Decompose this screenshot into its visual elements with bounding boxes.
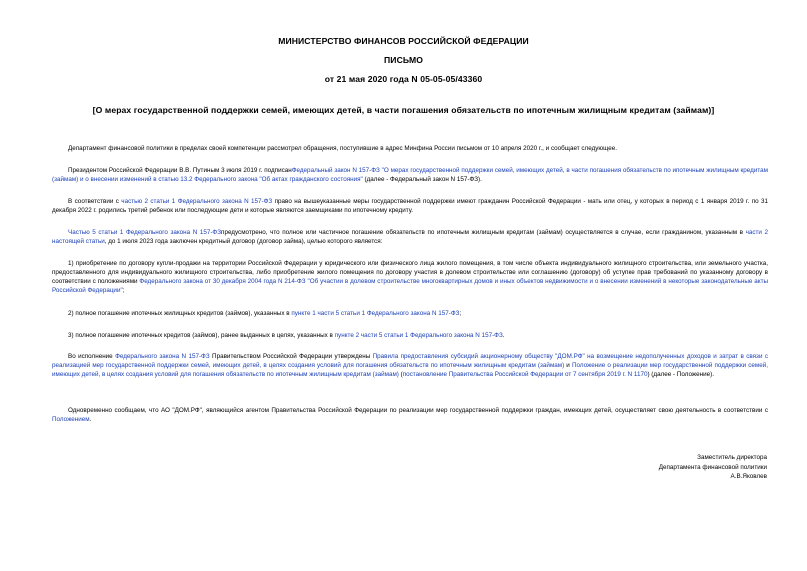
paragraph-9	[52, 406, 768, 424]
document-type: ПИСЬМО	[384, 55, 423, 65]
signatory-name: А.В.Яковлев	[730, 473, 767, 481]
ministry-heading: МИНИСТЕРСТВО ФИНАНСОВ РОССИЙСКОЙ ФЕДЕРАЦИИ	[278, 36, 529, 46]
law-214-fz-link[interactable]: Федерального закона от 30 декабря 2004 года N 214-ФЗ "Об участии в долевом строительстве многоквартирных домов и иных объектов недвижимости и о внесении изменений в некоторые законодательные акты Российской Федерации"	[52, 278, 768, 294]
paragraph-text: Правительством Российской Федерации утверждены	[209, 353, 373, 360]
government-decree-link[interactable]: постановление Правительства Российской Федерации от 7 сентября 2019 г. N 1170	[402, 371, 648, 378]
law-157-fz-link[interactable]: Федерального закона N 157-ФЗ	[115, 353, 210, 360]
law-article-link[interactable]: частью 2 статьи 1 Федерального закона N 157-ФЗ	[121, 198, 273, 205]
law-article-link[interactable]: пункте 1 части 5 статьи 1 Федерального закона N 157-ФЗ	[291, 310, 460, 317]
paragraph-text: (	[398, 371, 403, 378]
regulation-link[interactable]: Положение о реализации мер государственной поддержки семей, имеющих детей, в целях создания условий для погашения обязательств по ипотечным жилищным кредитам (займам)	[52, 362, 768, 378]
paragraph-text: (далее - Федеральный закон N 157-ФЗ).	[362, 176, 482, 183]
law-article-link[interactable]: Частью 5 статьи 1 Федерального закона N 157-ФЗ	[68, 229, 222, 236]
signatory-position: Заместитель директора	[697, 454, 767, 461]
paragraph-8	[52, 352, 768, 379]
regulation-link[interactable]: Положением	[52, 416, 90, 423]
paragraph-text: предусмотрено, что полное или частичное погашение обязательств по ипотечным жилищным кредитам (займам) осуществляется в случае, если гражданином, указанным в	[221, 229, 746, 236]
paragraph-text: .	[502, 332, 505, 339]
paragraph-4	[52, 228, 768, 246]
paragraph-text: 3) полное погашение ипотечных кредитов (займов), ранее выданных в целях, указанных в	[68, 332, 335, 339]
paragraph-5	[52, 259, 768, 295]
paragraph-2	[52, 166, 768, 184]
law-article-link[interactable]: пункте 2 части 5 статьи 1 Федерального закона N 157-ФЗ	[334, 332, 503, 339]
article-part-link[interactable]: части 2 настоящей статьи	[52, 229, 768, 245]
paragraph-text: и	[564, 362, 572, 369]
paragraph-text: .	[89, 416, 92, 423]
paragraph-3	[52, 197, 768, 215]
document-date-number: от 21 мая 2020 года N 05-05-05/43360	[324, 74, 483, 84]
document-subject: [О мерах государственной поддержки семей, имеющих детей, в части погашения обязательств по ипотечным жилищным кредитам (займам)]	[92, 105, 715, 115]
paragraph-text: Президентом Российской Федерации В.В. Путиным 3 июля 2019 г. подписан	[68, 167, 292, 174]
signatory-department: Департамента финансовой политики	[658, 463, 767, 471]
subsidy-rules-link[interactable]: Правила предоставления субсидий акционерному обществу "ДОМ.РФ" на возмещение недополученных доходов и затрат в связи с реализацией мер государственной поддержки семей, имеющих детей, в целях создания условий для погашения обязательств по ипотечным жилищным кредитам (займам)	[52, 353, 769, 369]
paragraph-text: ;	[122, 287, 125, 294]
paragraph-1: Департамент финансовой политики в пределах своей компетенции рассмотрел обращения, поступившие в адрес Минфина России письмом от 10 апреля 2020 г., и сообщает следующее.	[68, 145, 617, 152]
paragraph-text: право на вышеуказанные меры государственной поддержки имеют гражданин Российской Федерации - мать или отец, у которых в период с 1 января 2019 г. по 31 декабря 2022 г. родились третий ребенок или последующие дети и которые являются заемщиками по ипотечному кредиту.	[52, 198, 769, 214]
signature-block	[567, 453, 767, 482]
paragraph-text: ) (далее - Положение).	[647, 371, 714, 378]
paragraph-7	[52, 331, 768, 340]
law-157-fz-link[interactable]: Федеральный закон N 157-ФЗ "О мерах государственной поддержки семей, имеющих детей, в части погашения обязательств по ипотечным жилищным кредитам (займам) и о внесении изменений в статью 13.2 Федерального закона "Об актах гражданского состояния"	[52, 167, 768, 183]
paragraph-text: В соответствии с	[68, 198, 122, 205]
paragraph-text: Одновременно сообщаем, что АО "ДОМ.РФ", являющийся агентом Правительства Российской Федерации по реализации мер государственной поддержки граждан, имеющих детей, осуществляет свою деятельность в соответствии с	[68, 407, 768, 414]
paragraph-text: 2) полное погашение ипотечных жилищных кредитов (займов), указанных в	[68, 310, 292, 317]
paragraph-text: ;	[459, 310, 462, 317]
paragraph-6	[52, 309, 768, 318]
paragraph-text: 1) приобретение по договору купли-продажи на территории Российской Федерации у юридического или физического лица жилого помещения, в том числе объекта индивидуального жилищного строительства, или земельного участка, предоставленного для индивидуального жилищного строительства, либо приобретение жилого помещения по договору участия в долевом строительстве или соглашению (договору) об уступке прав требований по указанному договору в соответствии с положениями	[52, 260, 768, 285]
paragraph-text: Во исполнение	[68, 353, 116, 360]
paragraph-text: , до 1 июля 2023 года заключен кредитный договор (договор займа), целью которого является:	[104, 238, 383, 245]
